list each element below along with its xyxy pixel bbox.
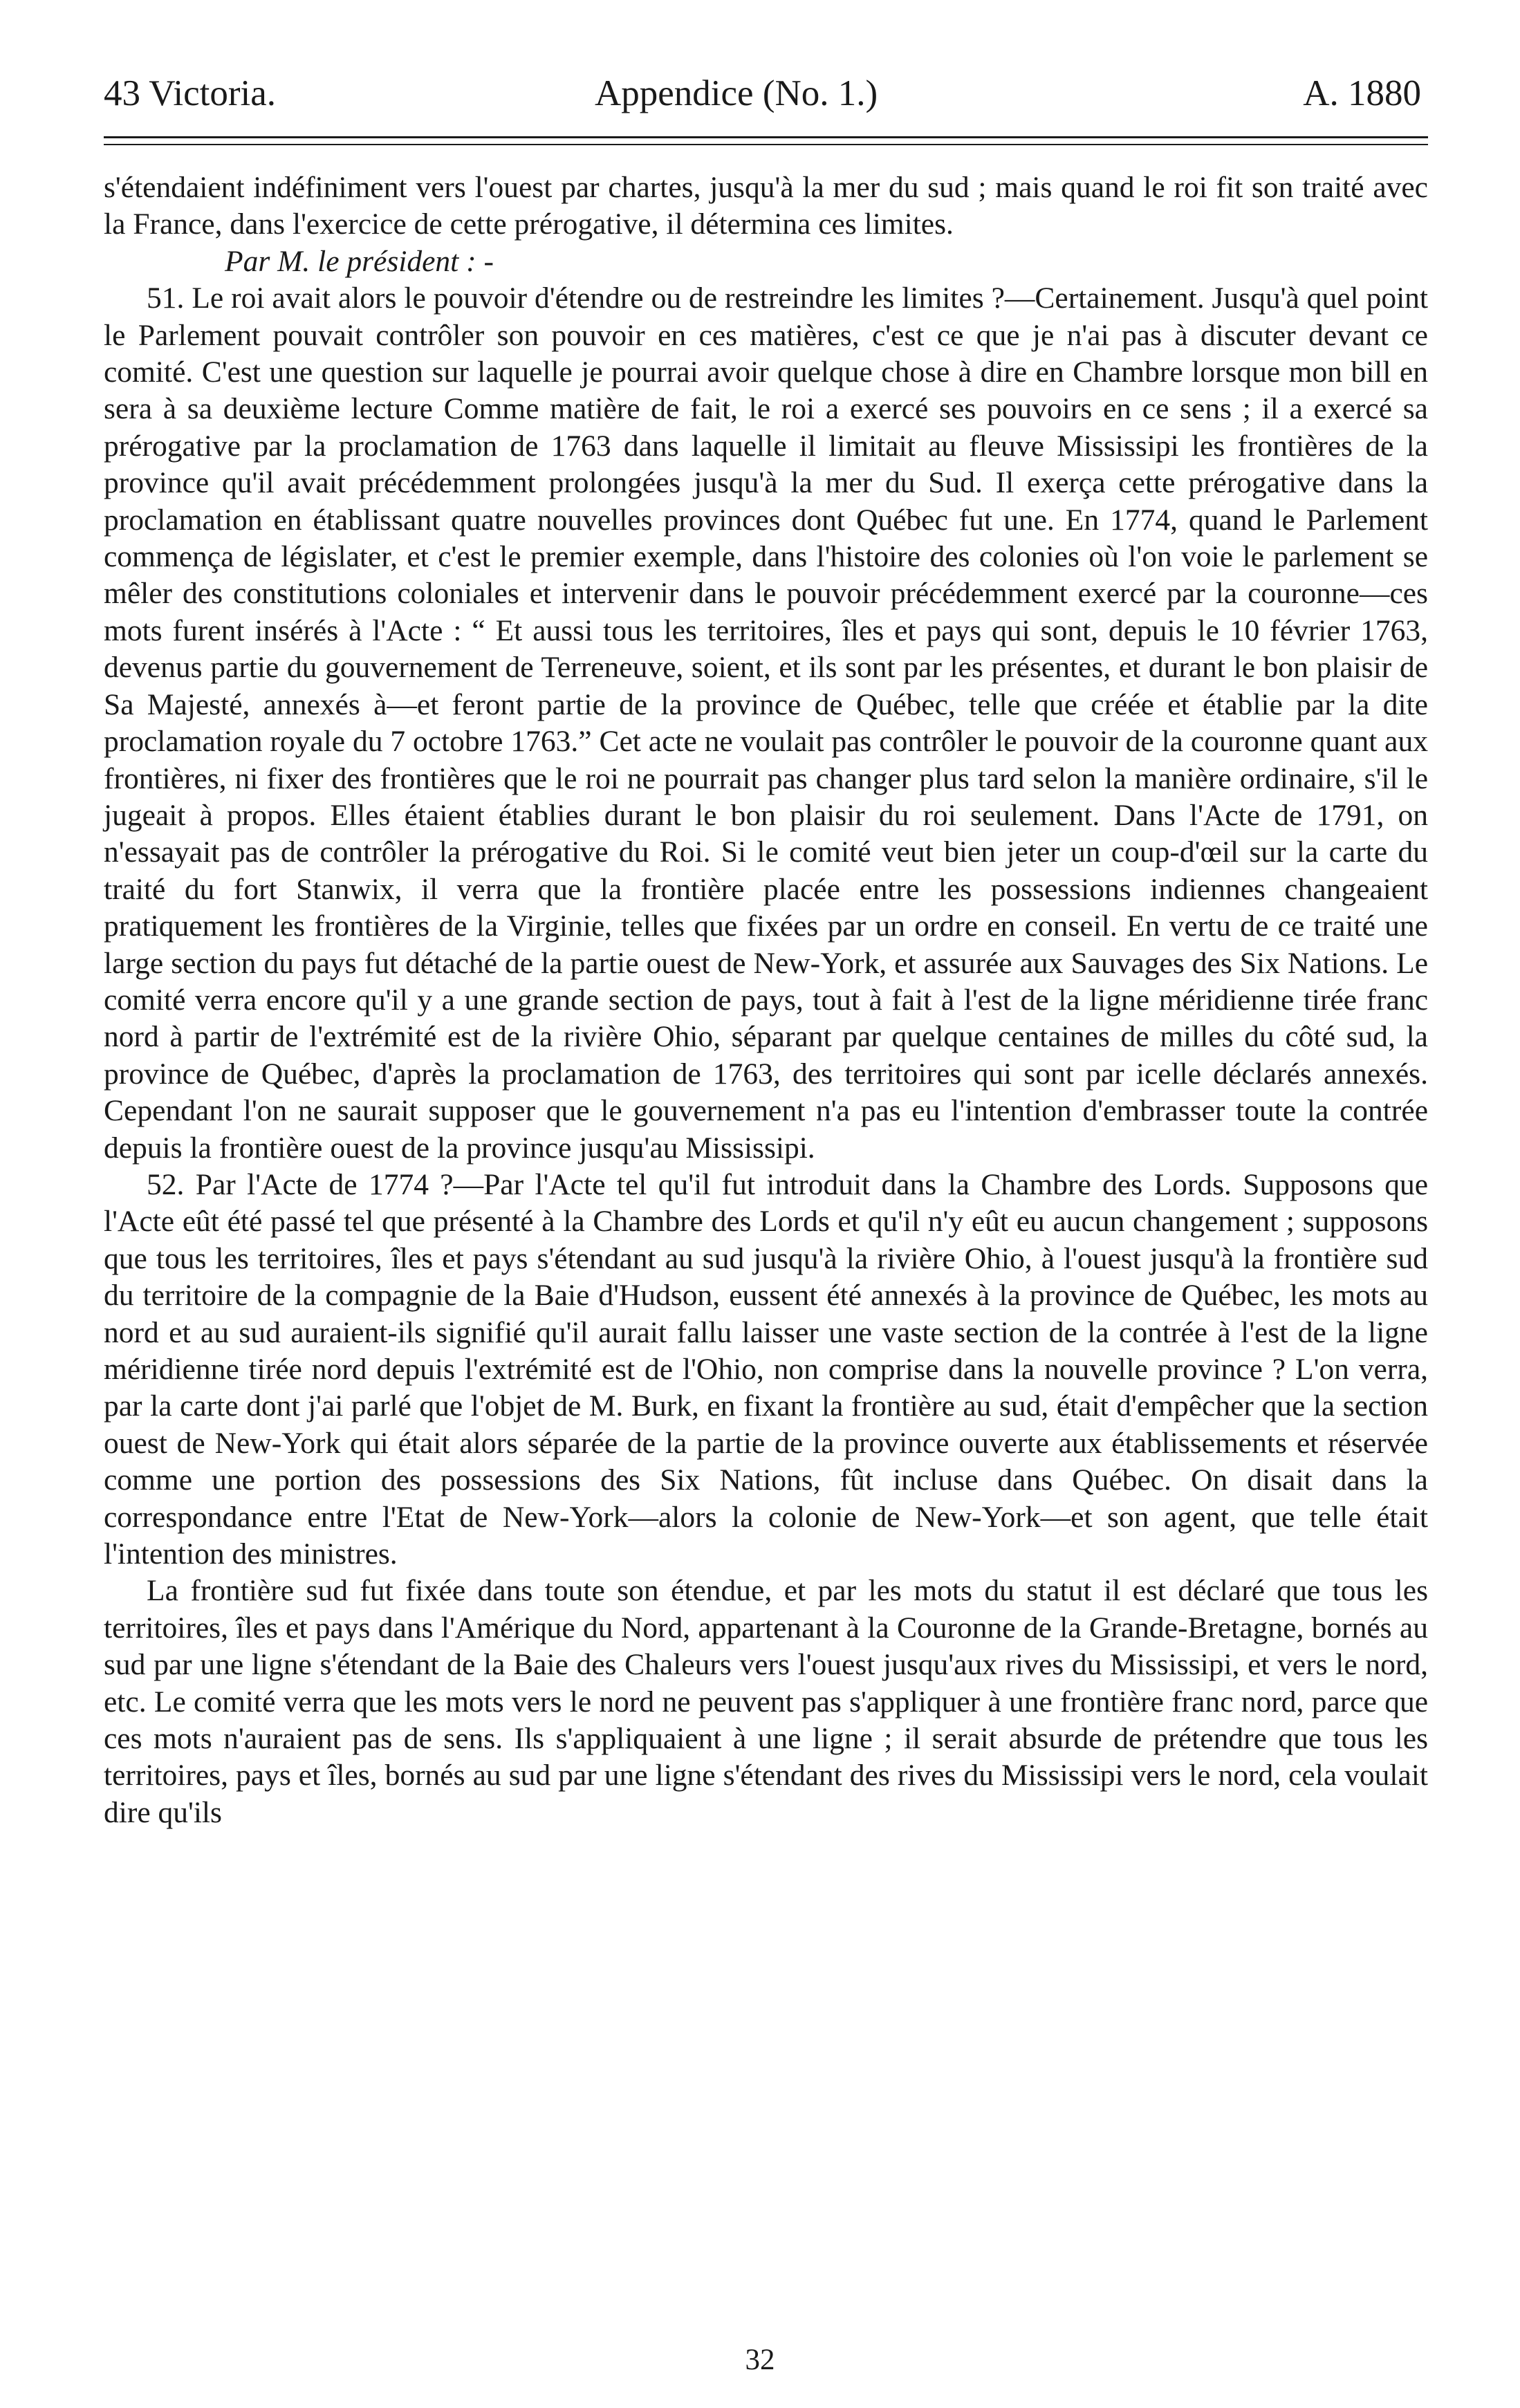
question-51	[104, 280, 1428, 1167]
question-text: Par l'Acte de 1774 ?—Par l'Acte tel qu'il fut introduit dans la Chambre des Lords. Supposons que l'Acte eût été passé tel que présenté à la Chambre des Lords et qu'il n'y eût eu aucun changement ; supposons que tous les territoires, îles et pays s'étendant au sud jusqu'à la rivière Ohio, à l'ouest jusqu'à la frontière sud du territoire de la compagnie de la Baie d'Hudson, eussent été annexés à la province de Québec, les mots au nord et au sud auraient-ils signifié qu'il aurait fallu laisser une vaste section de la contrée à l'est de la ligne méridienne tirée nord depuis l'extrémité est de l'Ohio, non comprise dans la nouvelle province ? L'on verra, par la carte dont j'ai parlé que l'objet de M. Burk, en fixant la frontière au sud, était d'empêcher que la section ouest de New-York qui était alors séparée de la partie de la province ouverte aux établissements et réservée comme une portion des possessions des Six Nations, fût incluse dans Québec. On disait dans la correspondance entre l'Etat de New-York—alors la colonie de New-York—et son agent, que telle était l'intention des ministres.	[104, 1167, 1428, 1571]
header-rule-bottom	[104, 144, 1428, 145]
document-body	[104, 169, 1428, 1831]
question-52	[104, 1167, 1428, 1573]
header-rule	[104, 136, 1428, 157]
header-rule-top	[104, 136, 1428, 138]
page-number: 32	[745, 2344, 775, 2376]
running-header	[104, 73, 1428, 135]
question-number: 51.	[147, 281, 185, 315]
question-number: 52.	[147, 1167, 185, 1201]
header-appendix: Appendice (No. 1.)	[595, 73, 878, 113]
speaker-line: Par M. le président : -	[225, 244, 494, 278]
header-year: A. 1880	[1303, 73, 1421, 113]
paragraph-continuation: s'étendaient indéfiniment vers l'ouest par chartes, jusqu'à la mer du sud ; mais quand le roi fit son traité avec la France, dans l'exercice de cette prérogative, il détermina ces limites.	[104, 171, 1428, 241]
question-text: Le roi avait alors le pouvoir d'étendre ou de restreindre les limites ?—Certainement. Jusqu'à quel point le Parlement pouvait contrôler son pouvoir en ces matières, c'est ce que je n'ai pas à discuter devant ce comité. C'est une question sur laquelle je pourrai avoir quelque chose à dire en Chambre lorsque mon bill en sera à sa deuxième lecture Comme matière de fait, le roi a exercé ses pouvoirs en ce sens ; il a exercé sa prérogative par la proclamation de 1763 dans laquelle il limitait au fleuve Mississipi les frontières de la province qu'il avait précédemment prolongées jusqu'à la mer du Sud. Il exerça cette prérogative dans la proclamation en établissant quatre nouvelles provinces dont Québec fut une. En 1774, quand le Parlement commença de législater, et c'est le premier exemple, dans l'histoire des colonies où l'on voie le parlement se mêler des constitutions coloniales et intervenir dans le pouvoir précédemment exercé par la couronne—ces mots furent insérés à l'Acte : “ Et aussi tous les territoires, îles et pays qui sont, depuis le 10 février 1763, devenus partie du gouvernement de Terreneuve, soient, et ils sont par les présentes, et durant le bon plaisir de Sa Majesté, annexés à—et feront partie de la province de Québec, telle que créée et établie par la dite proclamation royale du 7 octobre 1763.” Cet acte ne voulait pas contrôler le pouvoir de la couronne quant aux frontières, ni fixer des frontières que le roi ne pourrait pas changer plus tard selon la manière ordinaire, s'il le jugeait à propos. Elles étaient établies durant le bon plaisir du roi seulement. Dans l'Acte de 1791, on n'essayait pas de contrôler la prérogative du Roi. Si le comité veut bien jeter un coup-d'œil sur la carte du traité du fort Stanwix, il verra que la frontière placée entre les possessions indiennes changeaient pratiquement les frontières de la Virginie, telles que fixées par un ordre en conseil. En vertu de ce traité une large section du pays fut détaché de la partie ouest de New-York, et assurée aux Sauvages des Six Nations. Le comité verra encore qu'il y a une grande section de pays, tout à fait à l'est de la ligne méridienne tirée franc nord à partir de l'extrémité est de la rivière Ohio, séparant par quelque centaines de milles du côté sud, la province de Québec, d'après la proclamation de 1763, des territoires qui sont par icelle déclarés annexés. Cependant l'on ne saurait supposer que le gouvernement n'a pas eu l'intention d'embrasser toute la contrée depuis la frontière ouest de la province jusqu'au Mississipi.	[104, 281, 1428, 1165]
header-session: 43 Victoria.	[104, 73, 277, 113]
page	[104, 73, 1428, 1831]
paragraph-frontier: La frontière sud fut fixée dans toute son étendue, et par les mots du statut il est déclaré que tous les territoires, îles et pays dans l'Amérique du Nord, appartenant à la Couronne de la Grande-Bretagne, bornés au sud par une ligne s'étendant de la Baie des Chaleurs vers l'ouest jusqu'aux rives du Mississipi, et vers le nord, etc. Le comité verra que les mots vers le nord ne peuvent pas s'appliquer à une frontière franc nord, parce que ces mots n'auraient pas de sens. Ils s'appliquaient à une ligne ; il serait absurde de prétendre que tous les territoires, pays et îles, bornés au sud par une ligne s'étendant des rives du Mississipi vers le nord, cela voulait dire qu'ils	[104, 1574, 1428, 1829]
